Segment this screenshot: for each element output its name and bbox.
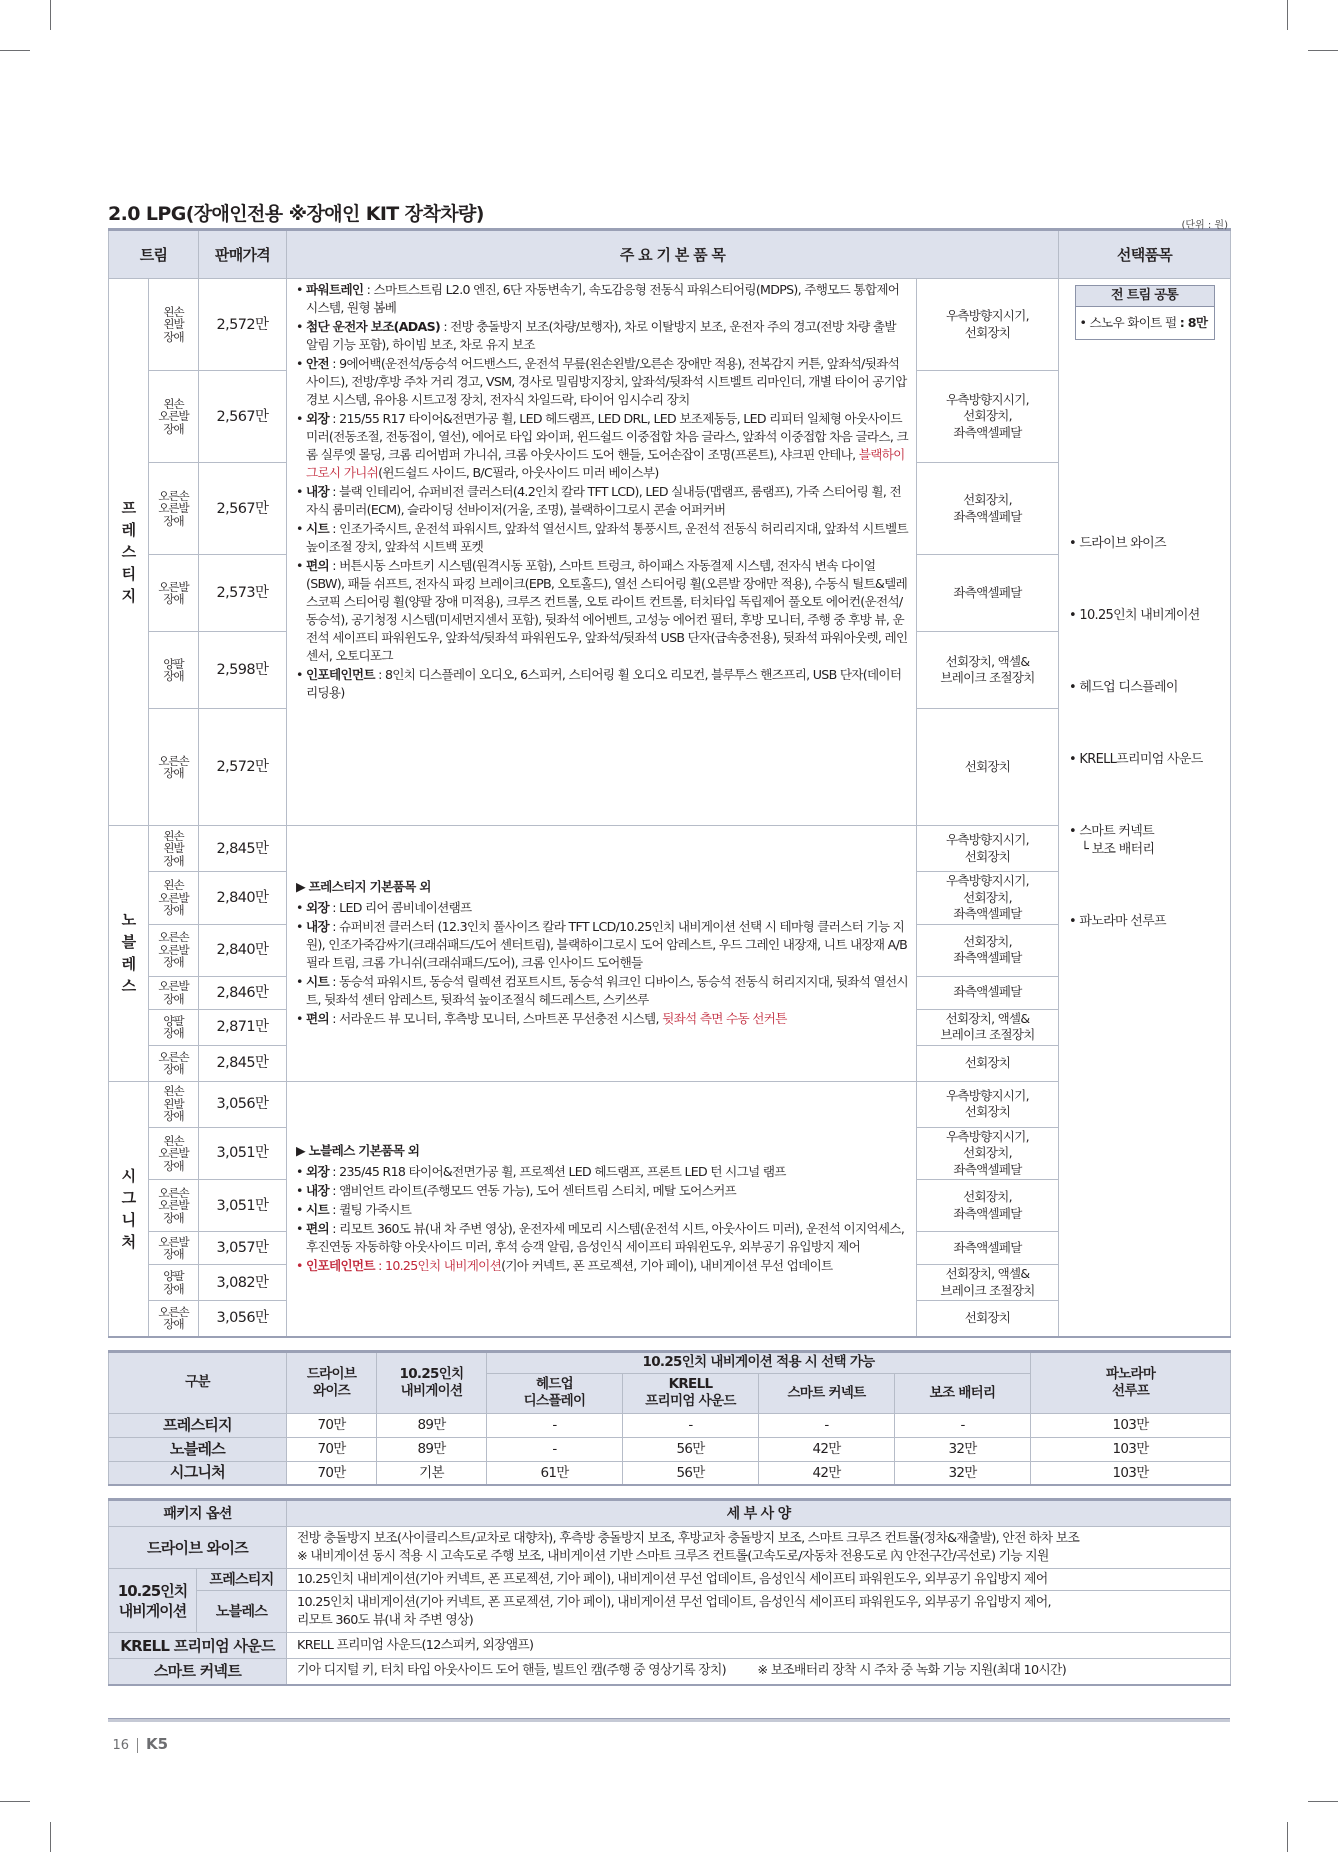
t2-header-smart: 스마트 커넥트 <box>759 1373 895 1413</box>
disability-type: 오른손 장애 <box>149 1045 199 1081</box>
trim-name: 프 레 스 티 지 <box>109 279 149 826</box>
pkg-navi: 10.25인치 내비게이션 <box>109 1569 197 1633</box>
option-price: - <box>895 1413 1031 1437</box>
disability-type: 왼손 오른발 장애 <box>149 872 199 925</box>
select-option-item: • 10.25인치 내비게이션 <box>1069 608 1200 623</box>
table-row <box>109 1413 1231 1437</box>
option-price: 89만 <box>377 1413 487 1437</box>
disability-type: 왼손 왼발 장애 <box>149 1081 199 1127</box>
disability-type: 오른손 오른발 장애 <box>149 463 199 555</box>
trim-name: 노 블 레 스 <box>109 826 149 1082</box>
kit-option: 좌측액셀페달 <box>917 976 1059 1009</box>
page-title: 2.0 LPG(장애인전용 ※장애인 KIT 장착차량) <box>108 203 484 225</box>
basic-features <box>287 279 917 826</box>
t3-header-detail: 세 부 사 양 <box>287 1500 1231 1527</box>
feature-item: • 인포테인먼트 : 10.25인치 내비게이션(기아 커넥트, 폰 프로젝션, 기아 페이), 내비게이션 무선 업데이트 <box>296 1257 833 1273</box>
header-price: 판매가격 <box>199 230 287 279</box>
pkg-drive-wise: 드라이브 와이즈 <box>109 1527 287 1569</box>
option-price: 70만 <box>287 1461 377 1485</box>
select-option-item: • 드라이브 와이즈 <box>1069 536 1166 551</box>
pkg-krell-detail: KRELL 프리미엄 사운드(12스피커, 외장앰프) <box>287 1633 1231 1659</box>
price: 2,840만 <box>199 872 287 925</box>
feature-item: • 편의 : 서라운드 뷰 모니터, 후측방 모니터, 스마트폰 무선충전 시스템, 뒷좌석 측면 수동 선커튼 <box>296 1010 787 1026</box>
option-price: 103만 <box>1031 1461 1231 1485</box>
price: 2,846만 <box>199 976 287 1009</box>
feature-item: • 내장 : 블랙 인테리어, 슈퍼비전 클러스터(4.2인치 칼라 TFT LCD), LED 실내등(맵램프, 룸램프), 가죽 스티어링 휠, 전자식 룸미러(ECM), 슬라이딩 선바이저(거울, 조명), 블랙하이그로시 콘솔 어퍼커버 <box>296 484 901 517</box>
table-row <box>109 1461 1231 1485</box>
footer-rule <box>108 1718 1230 1722</box>
price: 2,871만 <box>199 1009 287 1045</box>
trim-name: 노블레스 <box>109 1437 287 1461</box>
feature-item: • 내장 : 슈퍼비전 클러스터 (12.3인치 풀사이즈 칼라 TFT LCD/10.25인치 내비게이션 선택 시 테마형 클러스터 기능 지원), 인조가죽감싸기(크래쉬패드/도어 센터트림), 블랙하이그로시 도어 암레스트, 우드 그레인 내장재, 니트 내장재 A/B필라 트림, 크롬 가니쉬(크래쉬패드/도어), 크롬 인사이드 도어핸들 <box>296 918 908 970</box>
feature-item: • 시트 : 퀼팅 가죽시트 <box>296 1201 412 1217</box>
disability-type: 오른손 장애 <box>149 1301 199 1337</box>
price: 2,567만 <box>199 463 287 555</box>
t2-header-gubun: 구분 <box>109 1351 287 1413</box>
crop-mark <box>0 1801 30 1802</box>
kit-option: 우측방향지시기, 선회장치, 좌측액셀페달 <box>917 872 1059 925</box>
kit-option: 선회장치, 액셀& 브레이크 조절장치 <box>917 632 1059 709</box>
crop-mark <box>1287 0 1288 30</box>
t2-header-pano: 파노라마 선루프 <box>1031 1351 1231 1413</box>
crop-mark <box>1287 1822 1288 1852</box>
price: 3,051만 <box>199 1180 287 1232</box>
page-content <box>108 200 1230 1686</box>
trim-name: 프레스티지 <box>109 1413 287 1437</box>
header-trim: 트림 <box>109 230 199 279</box>
disability-type: 양팔 장애 <box>149 1009 199 1045</box>
pkg-krell: KRELL 프리미엄 사운드 <box>109 1633 287 1659</box>
kit-option: 우측방향지시기, 선회장치 <box>917 826 1059 872</box>
disability-type: 왼손 오른발 장애 <box>149 1127 199 1180</box>
t2-header-group: 10.25인치 내비게이션 적용 시 선택 가능 <box>487 1351 1031 1373</box>
disability-type: 오른발 장애 <box>149 555 199 632</box>
common-option-item: • 스노우 화이트 펄 : 8만 <box>1079 315 1208 330</box>
disability-type: 오른발 장애 <box>149 976 199 1009</box>
price: 2,572만 <box>199 709 287 826</box>
kit-option: 우측방향지시기, 선회장치 <box>917 1081 1059 1127</box>
disability-type: 오른손 장애 <box>149 709 199 826</box>
price-table <box>108 228 1231 1338</box>
disability-type: 양팔 장애 <box>149 632 199 709</box>
option-price: 42만 <box>759 1437 895 1461</box>
select-option-item: • 헤드업 디스플레이 <box>1069 680 1178 695</box>
disability-type: 왼손 오른발 장애 <box>149 371 199 463</box>
crop-mark <box>50 1822 51 1852</box>
price: 2,572만 <box>199 279 287 371</box>
kit-option: 좌측액셀페달 <box>917 555 1059 632</box>
option-price: 70만 <box>287 1413 377 1437</box>
option-price: - <box>487 1413 623 1437</box>
select-option-item: • KRELL프리미엄 사운드 <box>1069 752 1203 767</box>
option-price: 56만 <box>623 1461 759 1485</box>
kit-option: 선회장치, 좌측액셀페달 <box>917 924 1059 976</box>
pkg-navi-prestige: 프레스티지 <box>197 1569 287 1591</box>
price: 2,845만 <box>199 1045 287 1081</box>
feature-item: • 안전 : 9에어백(운전석/동승석 어드밴스드, 운전석 무릎(왼손왼발/오른손 장애만 적용), 전복감지 커튼, 앞좌석/뒷좌석 사이드), 전방/후방 주차 거리 경고, VSM, 경사로 밀림방지장치, 앞좌석/뒷좌석 시트벨트 리마인더, 개별 타이어 공기압 경보 시스템, 유아용 시트고정 장치, 전자식 차일드락, 타이어 임시수리 장치 <box>296 356 907 407</box>
price: 3,057만 <box>199 1232 287 1265</box>
kit-option: 선회장치 <box>917 1045 1059 1081</box>
feature-item: • 외장 : 235/45 R18 타이어&전면가공 휠, 프로젝션 LED 헤드램프, 프론트 LED 턴 시그널 램프 <box>296 1163 786 1179</box>
feature-item: • 인포테인먼트 : 8인치 디스플레이 오디오, 6스피커, 스티어링 휠 오디오 리모컨, 블루투스 핸즈프리, USB 단자(데이터 리딩용) <box>296 667 902 700</box>
feature-item: • 외장 : LED 리어 콤비네이션램프 <box>296 899 472 915</box>
page-number: 16 <box>108 1738 138 1753</box>
option-price: 56만 <box>623 1437 759 1461</box>
t2-header-navi: 10.25인치 내비게이션 <box>377 1351 487 1413</box>
kit-option: 우측방향지시기, 선회장치 <box>917 279 1059 371</box>
select-options <box>1059 279 1231 1337</box>
price: 2,840만 <box>199 924 287 976</box>
feature-item: • 시트 : 인조가죽시트, 운전석 파워시트, 앞좌석 열선시트, 앞좌석 통풍시트, 운전석 전동식 허리리지대, 앞좌석 시트벨트 높이조절 장치, 앞좌석 시트백 포켓 <box>296 521 908 554</box>
select-option-item: └ 보조 배터리 <box>1081 842 1155 857</box>
disability-type: 양팔 장애 <box>149 1265 199 1301</box>
header-basic: 주 요 기 본 품 목 <box>287 230 1059 279</box>
pkg-drive-wise-detail: 전방 충돌방지 보조(사이클리스트/교차로 대향차), 후측방 충돌방지 보조, 후방교차 충돌방지 보조, 스마트 크루즈 컨트롤(정차&재출발), 안전 하차 보조 ※ 내비게이션 동시 적용 시 고속도로 주행 보조, 내비게이션 기반 스마트 크루즈 컨트롤(고속도로/자동차 전용도로 內 안전구간/곡선로) 기능 지원 <box>287 1527 1231 1569</box>
option-price: 32만 <box>895 1461 1031 1485</box>
option-price: - <box>487 1437 623 1461</box>
common-option-head: 전 트림 공통 <box>1076 286 1214 307</box>
option-price-table <box>108 1350 1231 1487</box>
model-name: K5 <box>146 1735 169 1753</box>
kit-option: 우측방향지시기, 선회장치, 좌측액셀페달 <box>917 1127 1059 1180</box>
table-row <box>109 279 1231 371</box>
kit-option: 선회장치 <box>917 1301 1059 1337</box>
feature-item: • 파워트레인 : 스마트스트림 L2.0 엔진, 6단 자동변속기, 속도감응형 전동식 파워스티어링(MDPS), 주행모드 통합제어 시스템, 원형 봄베 <box>296 282 900 315</box>
kit-option: 선회장치 <box>917 709 1059 826</box>
common-option-box <box>1075 285 1215 340</box>
t2-header-batt: 보조 배터리 <box>895 1373 1031 1413</box>
kit-option: 우측방향지시기, 선회장치, 좌측액셀페달 <box>917 371 1059 463</box>
disability-type: 오른손 오른발 장애 <box>149 1180 199 1232</box>
kit-option: 좌측액셀페달 <box>917 1232 1059 1265</box>
header-option: 선택품목 <box>1059 230 1231 279</box>
option-price: 기본 <box>377 1461 487 1485</box>
feature-item: • 편의 : 리모트 360도 뷰(내 차 주변 영상), 운전자세 메모리 시스템(운전석 시트, 아웃사이드 미러), 운전석 이지억세스, 후진연동 자동하향 아웃사이드 미러, 후석 승객 알림, 음성인식 세이프티 파워윈도우, 외부공기 유입방지 제어 <box>296 1220 905 1254</box>
trim-name: 시 그 니 처 <box>109 1081 149 1337</box>
features-header: ▶ 프레스티지 기본품목 외 <box>296 878 431 894</box>
kit-option: 선회장치, 좌측액셀페달 <box>917 463 1059 555</box>
option-price: 89만 <box>377 1437 487 1461</box>
option-price: 61만 <box>487 1461 623 1485</box>
crop-mark <box>50 0 51 30</box>
disability-type: 왼손 왼발 장애 <box>149 279 199 371</box>
table-row <box>109 1437 1231 1461</box>
option-price: - <box>759 1413 895 1437</box>
option-price: - <box>623 1413 759 1437</box>
price: 3,051만 <box>199 1127 287 1180</box>
feature-item: • 내장 : 앰비언트 라이트(주행모드 연동 가능), 도어 센터트림 스티치, 메탈 도어스커프 <box>296 1182 737 1198</box>
crop-mark <box>0 50 30 51</box>
t3-header-pkg: 패키지 옵션 <box>109 1500 287 1527</box>
t2-header-hud: 헤드업 디스플레이 <box>487 1373 623 1413</box>
option-price: 103만 <box>1031 1413 1231 1437</box>
unit-label: (단위 : 원) <box>1181 220 1228 231</box>
kit-option: 선회장치, 좌측액셀페달 <box>917 1180 1059 1232</box>
disability-type: 오른손 오른발 장애 <box>149 924 199 976</box>
footer <box>108 1735 168 1753</box>
option-price: 70만 <box>287 1437 377 1461</box>
trim-name: 시그니처 <box>109 1461 287 1485</box>
features-header: ▶ 노블레스 기본품목 외 <box>296 1142 420 1158</box>
price: 3,082만 <box>199 1265 287 1301</box>
pkg-smart-connect: 스마트 커넥트 <box>109 1659 287 1685</box>
disability-type: 오른발 장애 <box>149 1232 199 1265</box>
feature-item: • 시트 : 동승석 파워시트, 동승석 릴렉션 컴포트시트, 동승석 워크인 디바이스, 동승석 전동식 허리지지대, 뒷좌석 열선시트, 뒷좌석 센터 암레스트, 뒷좌석 높이조절식 헤드레스트, 스키쓰루 <box>296 973 908 1007</box>
select-option-item: • 스마트 커넥트 <box>1069 824 1154 839</box>
crop-mark <box>1308 1801 1338 1802</box>
pkg-navi-noblesse-detail: 10.25인치 내비게이션(기아 커넥트, 폰 프로젝션, 기아 페이), 내비게이션 무선 업데이트, 음성인식 세이프티 파워윈도우, 외부공기 유입방지 제어, 리모트 360도 뷰(내 차 주변 영상) <box>287 1591 1231 1633</box>
feature-item: • 첨단 운전자 보조(ADAS) : 전방 충돌방지 보조(차량/보행자), 차로 이탈방지 보조, 운전자 주의 경고(전방 차량 출발 알림 기능 포함), 하이빔 보조, 차로 유지 보조 <box>296 319 896 352</box>
pkg-smart-connect-detail: 기아 디지털 키, 터치 타입 아웃사이드 도어 핸들, 빌트인 캠(주행 중 영상기록 장치) ※ 보조배터리 장착 시 주차 중 녹화 기능 지원(최대 10시간) <box>287 1659 1231 1685</box>
option-price: 32만 <box>895 1437 1031 1461</box>
feature-item: • 외장 : 215/55 R17 타이어&전면가공 휠, LED 헤드램프, LED DRL, LED 보조제동등, LED 리피터 일체형 아웃사이드 미러(전동조절, 전동접이, 열선), 에어로 타입 와이퍼, 윈드쉴드 이중접합 차음 글라스, 앞좌석 이중접합 차음 글라스, 크롬 실루엣 몰딩, 크롬 리어범퍼 가니쉬, 크롬 아웃사이드 도어 핸들, 도어손잡이 조명(프론트), 샤크핀 안테나, 블랙하이그로시 가니쉬(윈드쉴드 사이드, B/C필라, 아웃사이드 미러 베이스부) <box>296 411 908 480</box>
basic-features <box>287 826 917 1082</box>
select-option-item: • 파노라마 선루프 <box>1069 914 1166 929</box>
kit-option: 선회장치, 액셀& 브레이크 조절장치 <box>917 1009 1059 1045</box>
package-table <box>108 1498 1231 1686</box>
t2-header-krell: KRELL 프리미엄 사운드 <box>623 1373 759 1413</box>
t2-header-drive: 드라이브 와이즈 <box>287 1351 377 1413</box>
option-price: 42만 <box>759 1461 895 1485</box>
disability-type: 왼손 왼발 장애 <box>149 826 199 872</box>
price: 3,056만 <box>199 1301 287 1337</box>
pkg-navi-noblesse: 노블레스 <box>197 1591 287 1633</box>
price: 3,056만 <box>199 1081 287 1127</box>
basic-features <box>287 1081 917 1337</box>
price: 2,567만 <box>199 371 287 463</box>
feature-item: • 편의 : 버튼시동 스마트키 시스템(원격시동 포함), 스마트 트렁크, 하이패스 자동결제 시스템, 전자식 변속 다이얼(SBW), 패들 쉬프트, 전자식 파킹 브레이크(EPB, 오토홀드), 열선 스티어링 휠(오른발 장애만 적용), 수동식 틸트&텔레스코픽 스티어링 휠(양팔 장애 미적용), 크루즈 컨트롤, 오토 라이트 컨트롤, 터치타입 독립제어 풀오토 에어컨(운전석/동승석), 공기청정 시스템(미세먼지센서 포함), 뒷좌석 에어벤트, 고성능 에어컨 필터, 후방 모니터, 주행 중 후방 뷰, 운전석 세이프티 파워윈도우, 앞좌석/뒷좌석 파워윈도우, 앞좌석/뒷좌석 USB 단자(급속충전용), 뒷좌석 파워아웃렛, 레인센서, 오토디포그 <box>296 558 908 663</box>
price: 2,598만 <box>199 632 287 709</box>
option-price: 103만 <box>1031 1437 1231 1461</box>
price: 2,573만 <box>199 555 287 632</box>
kit-option: 선회장치, 액셀& 브레이크 조절장치 <box>917 1265 1059 1301</box>
price: 2,845만 <box>199 826 287 872</box>
crop-mark <box>1308 50 1338 51</box>
pkg-navi-prestige-detail: 10.25인치 내비게이션(기아 커넥트, 폰 프로젝션, 기아 페이), 내비게이션 무선 업데이트, 음성인식 세이프티 파워윈도우, 외부공기 유입방지 제어 <box>287 1569 1231 1591</box>
